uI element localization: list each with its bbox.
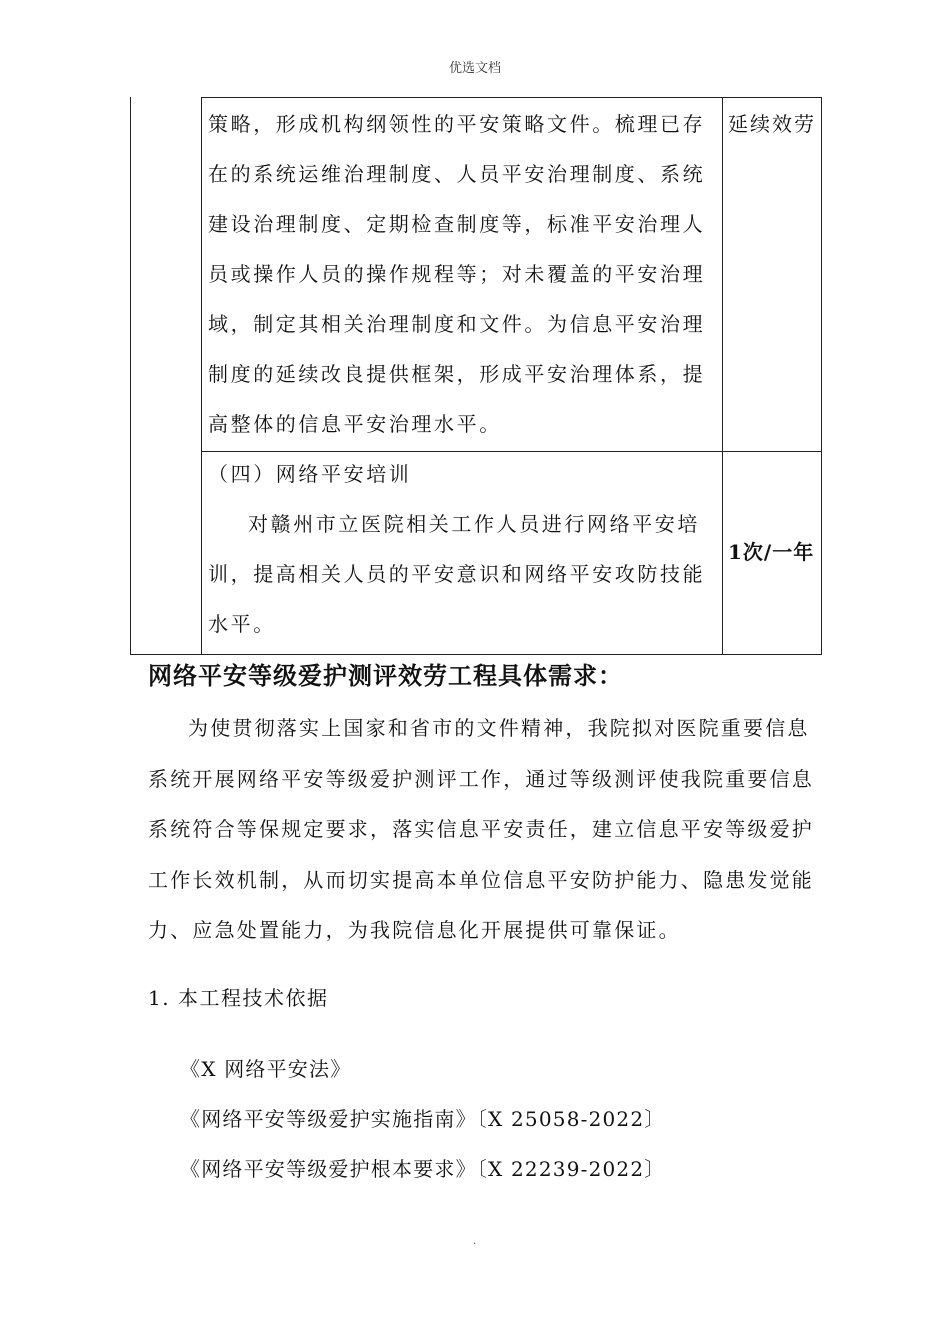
table-cell-row2-frequency: 1次/一年: [728, 540, 815, 564]
reference-item: 《X 网络平安法》: [180, 1057, 352, 1081]
table-cell-row1-content: [208, 99, 718, 449]
table-cell-row2-content: [208, 449, 718, 649]
table-column-divider-1: [201, 97, 202, 654]
table-row1-line: 员或操作人员的操作规程等；对未覆盖的平安治理: [208, 262, 706, 286]
table-row2-line: 对赣州市立医院相关工作人员进行网络平安培: [248, 512, 700, 536]
page-footer-dot: .: [473, 1236, 477, 1247]
table-row2-line: 训，提高相关人员的平安意识和网络平安攻防技能: [208, 562, 706, 586]
reference-list: [180, 1052, 665, 1202]
table-row1-line: 在的系统运维治理制度、人员平安治理制度、系统: [208, 162, 706, 186]
table-row1-line: 域，制定其相关治理制度和文件。为信息平安治理: [208, 312, 706, 336]
section-title: 网络平安等级爱护测评效劳工程具体需求：: [148, 662, 623, 690]
page-header: 优选文档: [448, 61, 501, 76]
table-row1-line: 高整体的信息平安治理水平。: [208, 412, 502, 436]
reference-item: 《网络平安等级爱护根本要求》〔X 22239-2022〕: [180, 1157, 666, 1181]
reference-item: 《网络平安等级爱护实施指南》〔X 25058-2022〕: [180, 1107, 666, 1131]
table-row2-line: 水平。: [208, 612, 276, 636]
table-row1-line: 建设治理制度、定期检查制度等，标准平安治理人: [208, 212, 706, 236]
table-cell-row1-frequency: 延续效劳: [728, 112, 816, 136]
table-top-border: [201, 97, 821, 98]
body-paragraph: 为使贯彻落实上国家和省市的文件精神，我院拟对医院重要信息系统开展网络平安等级爱护测评工作，通过等级测评使我院重要信息系统符合等保规定要求，落实信息平安责任，建立信息平安等级爱护工作长效机制，从而切实提高本单位信息平安防护能力、隐患发觉能力、应急处置能力，为我院信息化开展提供可靠保证。: [148, 716, 814, 942]
list-heading: 1. 本工程技术依据: [148, 986, 329, 1010]
table-row2-title: （四）网络平安培训: [208, 462, 412, 486]
table-column-divider-2: [722, 97, 723, 654]
table-row1-line: 策略，形成机构纲领性的平安策略文件。梳理已存: [208, 112, 706, 136]
table-row1-line: 制度的延续改良提供框架，形成平安治理体系，提: [208, 362, 706, 386]
requirements-table: [130, 97, 822, 655]
